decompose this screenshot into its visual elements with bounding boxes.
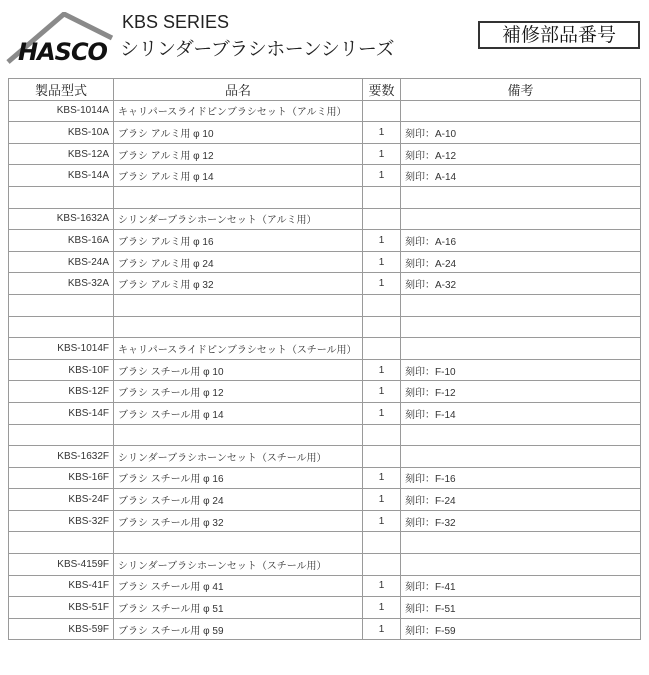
remarks-cell <box>401 294 641 316</box>
model-cell: KBS-59F <box>9 618 114 640</box>
table-row <box>9 424 641 446</box>
model-cell: KBS-32F <box>9 510 114 532</box>
parts-table <box>8 78 641 640</box>
name-cell: シリンダーブラシホーンセット（アルミ用） <box>114 208 363 230</box>
model-cell: KBS-1632A <box>9 208 114 230</box>
column-header-name: 品名 <box>114 79 363 101</box>
table-row <box>9 532 641 554</box>
remarks-cell: 刻印：F-51 <box>401 597 641 619</box>
table-header-row <box>9 79 641 101</box>
name-cell: シリンダーブラシホーンセット（スチール用） <box>114 446 363 468</box>
name-cell: ブラシ スチール用 φ 32 <box>114 510 363 532</box>
qty-cell: 1 <box>363 510 401 532</box>
name-cell: シリンダーブラシホーンセット（スチール用） <box>114 554 363 576</box>
qty-cell: 1 <box>363 381 401 403</box>
name-cell: ブラシ スチール用 φ 59 <box>114 618 363 640</box>
page-header <box>0 0 649 75</box>
model-cell <box>9 424 114 446</box>
qty-cell: 1 <box>363 122 401 144</box>
table-row <box>9 510 641 532</box>
hasco-logo <box>6 12 118 64</box>
name-cell <box>114 294 363 316</box>
remarks-cell: 刻印：F-10 <box>401 359 641 381</box>
name-cell: ブラシ スチール用 φ 51 <box>114 597 363 619</box>
table-row <box>9 467 641 489</box>
model-cell: KBS-14A <box>9 165 114 187</box>
remarks-cell: 刻印：A-16 <box>401 230 641 252</box>
table-row <box>9 359 641 381</box>
name-cell <box>114 532 363 554</box>
table-row <box>9 575 641 597</box>
remarks-cell: 刻印：A-10 <box>401 122 641 144</box>
table-row <box>9 273 641 295</box>
name-cell: キャリパースライドピンブラシセット（アルミ用） <box>114 100 363 122</box>
remarks-cell: 刻印：A-12 <box>401 143 641 165</box>
table-row <box>9 143 641 165</box>
qty-cell: 1 <box>363 618 401 640</box>
model-cell: KBS-24A <box>9 251 114 273</box>
name-cell <box>114 316 363 338</box>
qty-cell: 1 <box>363 575 401 597</box>
repair-parts-badge: 補修部品番号 <box>478 21 640 49</box>
name-cell: ブラシ スチール用 φ 10 <box>114 359 363 381</box>
model-cell: KBS-10F <box>9 359 114 381</box>
table-row <box>9 597 641 619</box>
model-cell: KBS-1632F <box>9 446 114 468</box>
model-cell: KBS-14F <box>9 402 114 424</box>
remarks-cell: 刻印：F-59 <box>401 618 641 640</box>
model-cell: KBS-51F <box>9 597 114 619</box>
name-cell <box>114 186 363 208</box>
model-cell <box>9 532 114 554</box>
table-row <box>9 165 641 187</box>
qty-cell <box>363 424 401 446</box>
name-cell: キャリパースライドピンブラシセット（スチール用） <box>114 338 363 360</box>
table-row <box>9 208 641 230</box>
remarks-cell <box>401 532 641 554</box>
qty-cell: 1 <box>363 359 401 381</box>
remarks-cell: 刻印：F-12 <box>401 381 641 403</box>
remarks-cell <box>401 316 641 338</box>
name-cell: ブラシ アルミ用 φ 24 <box>114 251 363 273</box>
table-row <box>9 251 641 273</box>
model-cell: KBS-16F <box>9 467 114 489</box>
remarks-cell: 刻印：A-24 <box>401 251 641 273</box>
table-row <box>9 186 641 208</box>
name-cell: ブラシ スチール用 φ 41 <box>114 575 363 597</box>
model-cell: KBS-4159F <box>9 554 114 576</box>
name-cell: ブラシ スチール用 φ 24 <box>114 489 363 511</box>
remarks-cell: 刻印：F-32 <box>401 510 641 532</box>
qty-cell: 1 <box>363 230 401 252</box>
qty-cell: 1 <box>363 251 401 273</box>
table-row <box>9 618 641 640</box>
qty-cell <box>363 532 401 554</box>
name-cell: ブラシ スチール用 φ 14 <box>114 402 363 424</box>
name-cell <box>114 424 363 446</box>
model-cell <box>9 186 114 208</box>
table-row <box>9 489 641 511</box>
table-row <box>9 122 641 144</box>
qty-cell: 1 <box>363 467 401 489</box>
name-cell: ブラシ アルミ用 φ 12 <box>114 143 363 165</box>
qty-cell <box>363 100 401 122</box>
column-header-remarks: 備考 <box>401 79 641 101</box>
table-row <box>9 316 641 338</box>
remarks-cell: 刻印：F-24 <box>401 489 641 511</box>
qty-cell <box>363 554 401 576</box>
table-row <box>9 402 641 424</box>
qty-cell <box>363 338 401 360</box>
qty-cell <box>363 446 401 468</box>
model-cell <box>9 294 114 316</box>
qty-cell: 1 <box>363 402 401 424</box>
name-cell: ブラシ アルミ用 φ 10 <box>114 122 363 144</box>
remarks-cell: 刻印：A-32 <box>401 273 641 295</box>
qty-cell <box>363 186 401 208</box>
model-cell: KBS-32A <box>9 273 114 295</box>
table-row <box>9 381 641 403</box>
column-header-qty: 要数 <box>363 79 401 101</box>
model-cell: KBS-16A <box>9 230 114 252</box>
table-row <box>9 230 641 252</box>
qty-cell <box>363 316 401 338</box>
remarks-cell <box>401 338 641 360</box>
series-title: KBS SERIES <box>122 12 230 32</box>
qty-cell: 1 <box>363 597 401 619</box>
qty-cell <box>363 294 401 316</box>
column-header-model: 製品型式 <box>9 79 114 101</box>
table-row <box>9 100 641 122</box>
remarks-cell <box>401 186 641 208</box>
model-cell: KBS-1014F <box>9 338 114 360</box>
model-cell: KBS-10A <box>9 122 114 144</box>
name-cell: ブラシ スチール用 φ 12 <box>114 381 363 403</box>
page-subtitle: シリンダーブラシホーンシリーズ <box>120 38 394 60</box>
model-cell: KBS-24F <box>9 489 114 511</box>
remarks-cell <box>401 208 641 230</box>
remarks-cell <box>401 100 641 122</box>
remarks-cell: 刻印：F-16 <box>401 467 641 489</box>
logo-wordmark: HASCO <box>18 38 107 66</box>
table-row <box>9 338 641 360</box>
name-cell: ブラシ アルミ用 φ 32 <box>114 273 363 295</box>
qty-cell <box>363 208 401 230</box>
remarks-cell <box>401 446 641 468</box>
remarks-cell <box>401 554 641 576</box>
model-cell: KBS-12A <box>9 143 114 165</box>
remarks-cell: 刻印：A-14 <box>401 165 641 187</box>
qty-cell: 1 <box>363 273 401 295</box>
remarks-cell: 刻印：F-41 <box>401 575 641 597</box>
qty-cell: 1 <box>363 489 401 511</box>
model-cell: KBS-1014A <box>9 100 114 122</box>
name-cell: ブラシ アルミ用 φ 16 <box>114 230 363 252</box>
table-row <box>9 294 641 316</box>
model-cell <box>9 316 114 338</box>
model-cell: KBS-41F <box>9 575 114 597</box>
table-row <box>9 554 641 576</box>
model-cell: KBS-12F <box>9 381 114 403</box>
remarks-cell <box>401 424 641 446</box>
table-row <box>9 446 641 468</box>
name-cell: ブラシ アルミ用 φ 14 <box>114 165 363 187</box>
qty-cell: 1 <box>363 143 401 165</box>
remarks-cell: 刻印：F-14 <box>401 402 641 424</box>
qty-cell: 1 <box>363 165 401 187</box>
name-cell: ブラシ スチール用 φ 16 <box>114 467 363 489</box>
